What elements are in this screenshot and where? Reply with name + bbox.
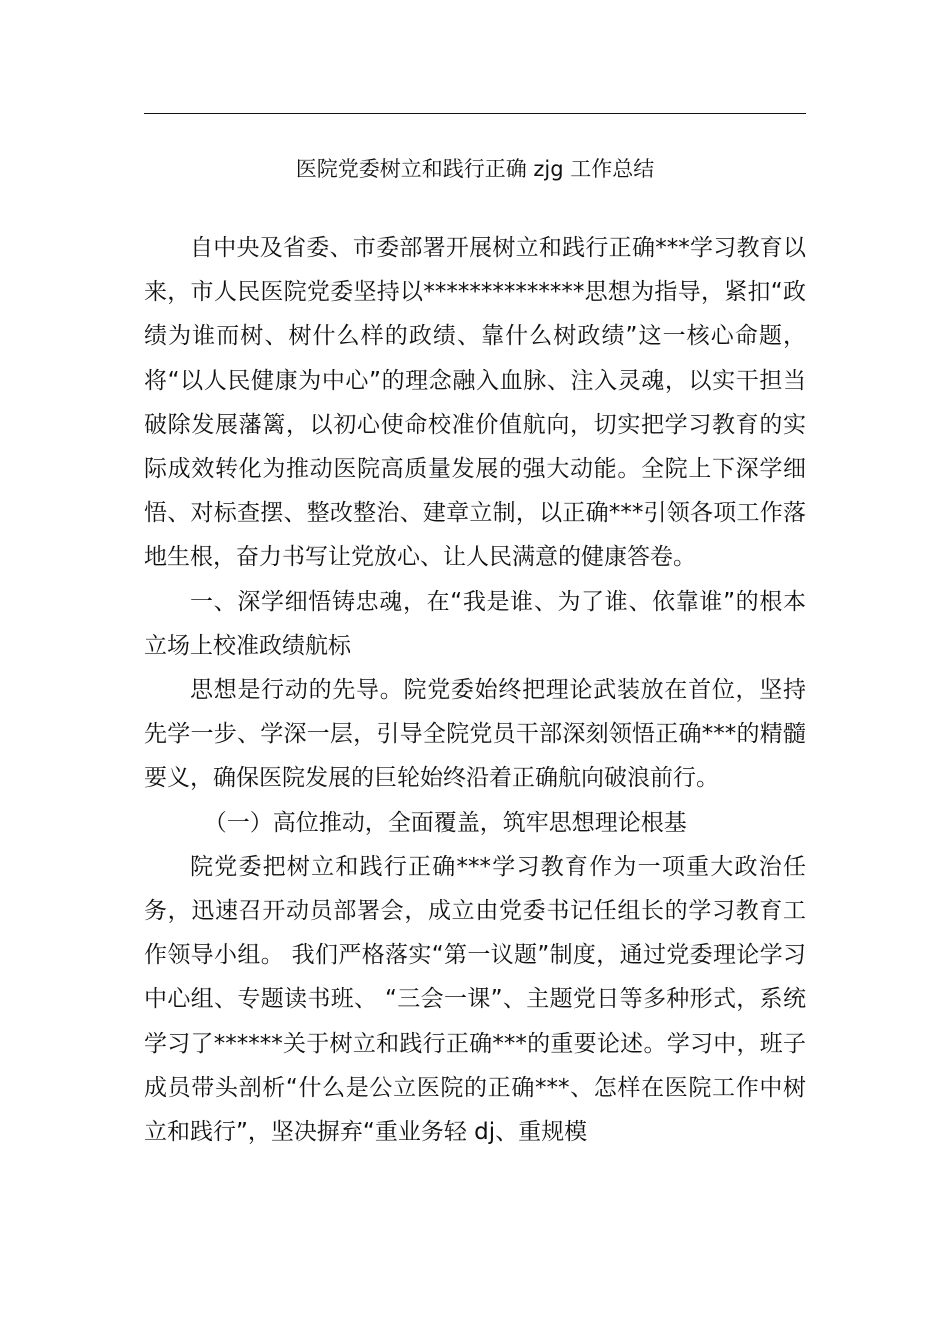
header-rule [144,113,806,114]
document-title: 医院党委树立和践行正确 zjg 工作总结 [295,157,655,181]
document-body [144,226,806,1154]
paragraph-intro: 自中央及省委、市委部署开展树立和践行正确***学习教育以来，市人民医院党委坚持以**************思想为指导，紧扣“政绩为谁而树、树什么样的政绩、靠什么树政绩”这一核心命题，将“以人民健康为中心”的理念融入血脉、注入灵魂，以实干担当破除发展藩篱，以初心使命校准价值航向，切实把学习教育的实际成效转化为推动医院高质量发展的强大动能。全院上下深学细悟、对标查摆、整改整治、建章立制，以正确***引领各项工作落地生根，奋力书写让党放心、让人民满意的健康答卷。 [144,235,806,571]
paragraph-section-1: 思想是行动的先导。院党委始终把理论武装放在首位，坚持先学一步、学深一层，引导全院党员干部深刻领悟正确***的精髓要义，确保医院发展的巨轮始终沿着正确航向破浪前行。 [144,677,806,792]
section-heading-1: 一、深学细悟铸忠魂，在“我是谁、为了谁、依靠谁”的根本立场上校准政绩航标 [144,588,806,659]
paragraph-subsection-1: 院党委把树立和践行正确***学习教育作为一项重大政治任务，迅速召开动员部署会，成立由党委书记任组长的学习教育工作领导小组。 我们严格落实“第一议题”制度，通过党委理论学习中心组、专题读书班、 “三会一课”、主题党日等多种形式，系统学习了******关于树立和践行正确***的重要论述。学习中，班子成员带头剖析“什么是公立医院的正确***、怎样在医院工作中树立和践行”，坚决摒弃“重业务轻 dj、重规模 [144,853,806,1146]
subsection-heading-1: （一）高位推动，全面覆盖，筑牢思想理论根基 [203,809,687,836]
